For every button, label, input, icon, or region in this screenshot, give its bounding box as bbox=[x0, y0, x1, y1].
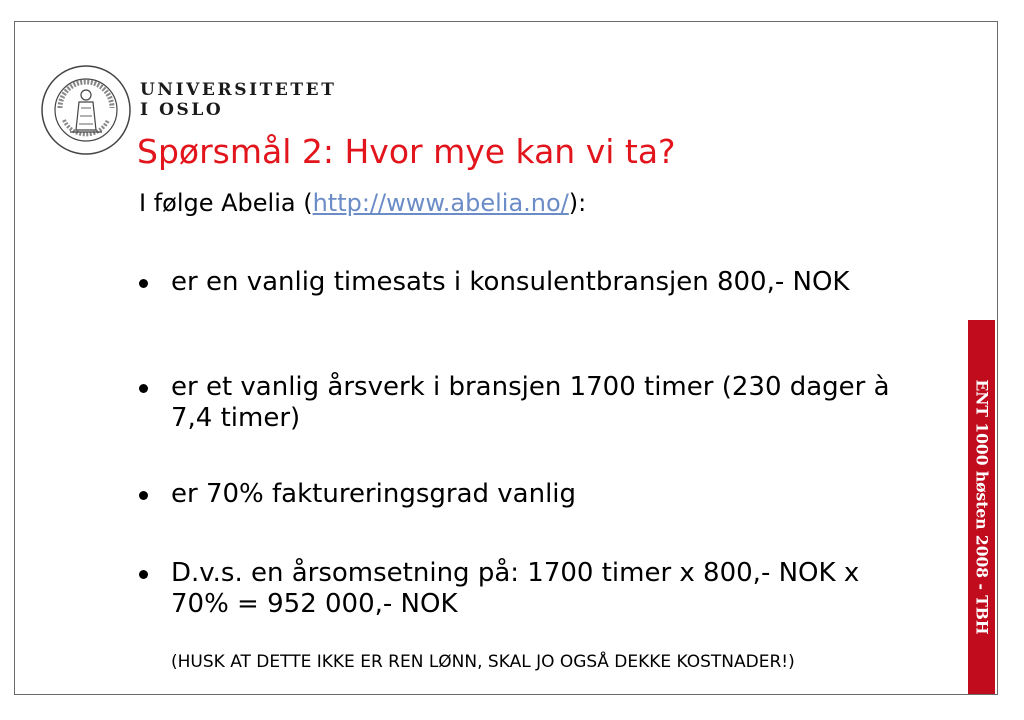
footnote: (HUSK AT DETTE IKKE ER REN LØNN, SKAL JO OGSÅ DEKKE KOSTNADER!) bbox=[171, 652, 795, 672]
bullet-dot-icon bbox=[139, 384, 148, 393]
bullet-text: er 70% faktureringsgrad vanlig bbox=[171, 479, 577, 509]
abelia-link[interactable]: http://www.abelia.no/ bbox=[312, 189, 569, 217]
bullet-text: er et vanlig årsverk i bransjen 1700 timer (230 dager à 7,4 timer) bbox=[171, 372, 890, 433]
bullet-item bbox=[139, 479, 919, 510]
bullet-item bbox=[139, 558, 919, 620]
intro-line bbox=[139, 186, 586, 220]
course-label: ENT 1000 høsten 2008 - TBH bbox=[972, 379, 991, 635]
bullet-text: er en vanlig timesats i konsulentbransjen 800,- NOK bbox=[171, 267, 850, 297]
university-seal-icon bbox=[40, 64, 132, 156]
slide-title: Spørsmål 2: Hvor mye kan vi ta? bbox=[137, 132, 676, 171]
bullet-item bbox=[139, 267, 919, 298]
intro-suffix: ): bbox=[568, 189, 587, 217]
course-side-bar bbox=[968, 320, 995, 694]
bullet-dot-icon bbox=[139, 570, 148, 579]
university-name-line2: I OSLO bbox=[140, 100, 224, 120]
bullet-item bbox=[139, 372, 919, 434]
bullet-text: D.v.s. en årsomsetning på: 1700 timer x 800,- NOK x 70% = 952 000,- NOK bbox=[171, 558, 860, 619]
intro-prefix: I følge Abelia ( bbox=[139, 189, 313, 217]
bullet-dot-icon bbox=[139, 279, 148, 288]
bullet-dot-icon bbox=[139, 491, 148, 500]
university-name-line1: UNIVERSITETET bbox=[140, 80, 337, 100]
university-logo-text bbox=[140, 80, 337, 120]
